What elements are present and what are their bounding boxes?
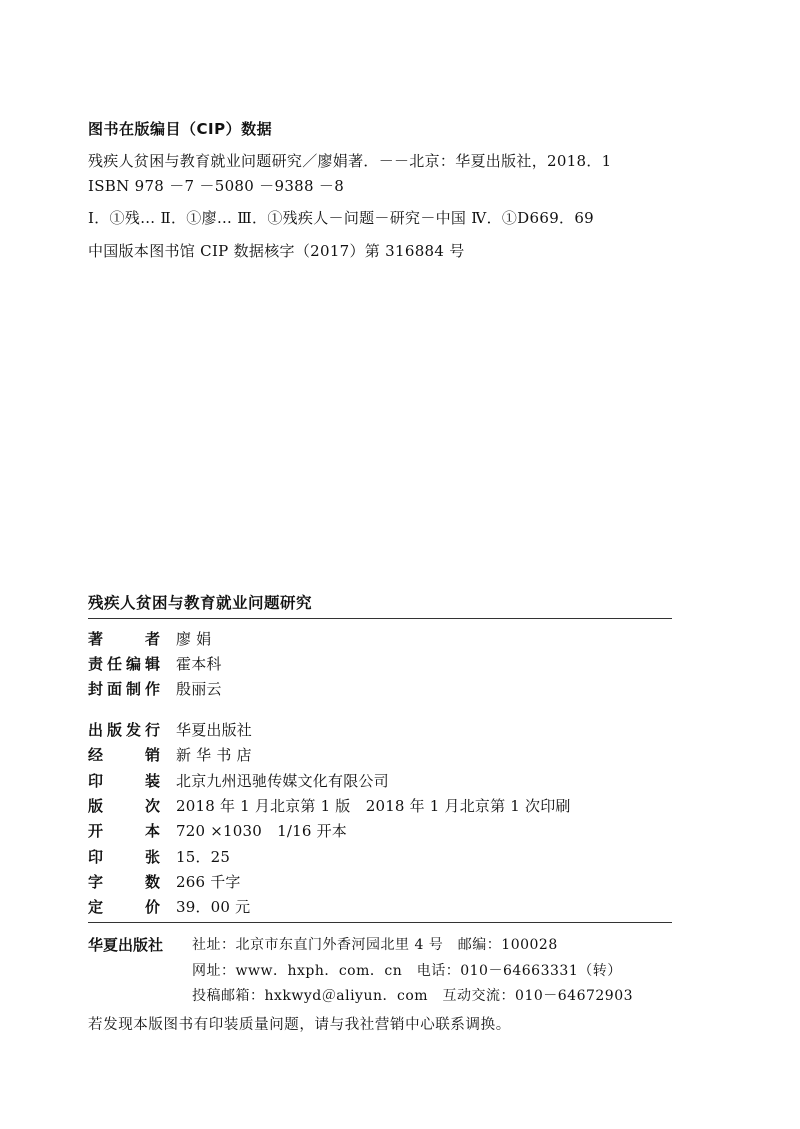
- label-char: 经: [88, 746, 104, 765]
- label-char: 印: [88, 771, 104, 790]
- label-char: 著: [88, 630, 104, 648]
- label-char: 责: [88, 655, 104, 673]
- label-char: 次: [144, 796, 160, 815]
- label-char: 行: [144, 721, 160, 739]
- production-value: 新 华 书 店: [176, 746, 252, 765]
- label-char: 封: [88, 680, 104, 698]
- cip-check-number: 中国版本图书馆 CIP 数据核字（2017）第 316884 号: [88, 242, 465, 260]
- credits-label: [88, 678, 160, 699]
- credits-value: 霍本科: [176, 655, 222, 673]
- book-title: 残疾人贫困与教育就业问题研究: [88, 594, 313, 612]
- credits-value: 廖 娟: [176, 630, 212, 648]
- label-char: 开: [88, 822, 104, 841]
- production-label: [88, 719, 160, 740]
- cip-isbn: ISBN 978 －7 －5080 －9388 －8: [88, 177, 345, 195]
- production-label: [88, 770, 160, 791]
- production-value: 华夏出版社: [176, 721, 253, 739]
- label-char: 装: [144, 771, 160, 790]
- cip-classification: Ⅰ．①残… Ⅱ．①廖… Ⅲ．①残疾人－问题－研究－中国 Ⅳ．①D669．69: [88, 209, 595, 227]
- production-value: 720 ×1030 1/16 开本: [176, 822, 347, 841]
- production-label: [88, 820, 160, 841]
- credits-label: [88, 628, 160, 649]
- label-char: 数: [144, 872, 160, 891]
- production-value: 2018 年 1 月北京第 1 版 2018 年 1 月北京第 1 次印刷: [176, 796, 571, 815]
- title-divider: [88, 618, 672, 619]
- credits-value: 殷丽云: [176, 680, 222, 698]
- cip-entry: 残疾人贫困与教育就业问题研究／廖娟著．－－北京：华夏出版社，2018．1: [88, 152, 612, 170]
- publisher-divider: [88, 922, 672, 923]
- publisher-web-phone: 网址：www．hxph．com．cn 电话：010－64663331（转）: [192, 963, 622, 979]
- label-char: 者: [144, 630, 160, 648]
- production-value: 北京九州迅驰传媒文化有限公司: [176, 771, 389, 790]
- label-char: 面: [106, 680, 122, 698]
- label-char: 销: [144, 746, 160, 765]
- credits-label: [88, 653, 160, 674]
- production-label: [88, 896, 160, 917]
- label-char: 版: [88, 796, 104, 815]
- label-char: 版: [106, 721, 122, 739]
- production-label: [88, 795, 160, 816]
- label-char: 作: [144, 680, 160, 698]
- production-label: [88, 744, 160, 765]
- publisher-address: 社址：北京市东直门外香河园北里 4 号 邮编：100028: [192, 937, 558, 953]
- production-value: 15．25: [176, 847, 231, 866]
- publisher-name: 华夏出版社: [88, 936, 164, 954]
- label-char: 制: [125, 680, 141, 698]
- label-char: 发: [125, 721, 141, 739]
- label-char: 张: [144, 847, 160, 866]
- label-char: 字: [88, 872, 104, 891]
- quality-notice: 若发现本版图书有印装质量问题，请与我社营销中心联系调换。: [88, 1017, 511, 1033]
- label-char: 定: [88, 898, 104, 917]
- label-char: 印: [88, 847, 104, 866]
- label-char: 本: [144, 822, 160, 841]
- production-label: [88, 846, 160, 867]
- label-char: 任: [106, 655, 122, 673]
- production-value: 39．00 元: [176, 898, 251, 917]
- production-label: [88, 871, 160, 892]
- cip-heading: 图书在版编目（CIP）数据: [88, 120, 273, 138]
- label-char: 辑: [144, 655, 160, 673]
- production-value: 266 千字: [176, 872, 241, 891]
- label-char: 出: [88, 721, 104, 739]
- label-char: 价: [144, 898, 160, 917]
- label-char: 编: [125, 655, 141, 673]
- publisher-email-contact: 投稿邮箱：hxkwyd＠aliyun．com 互动交流：010－64672903: [192, 988, 634, 1004]
